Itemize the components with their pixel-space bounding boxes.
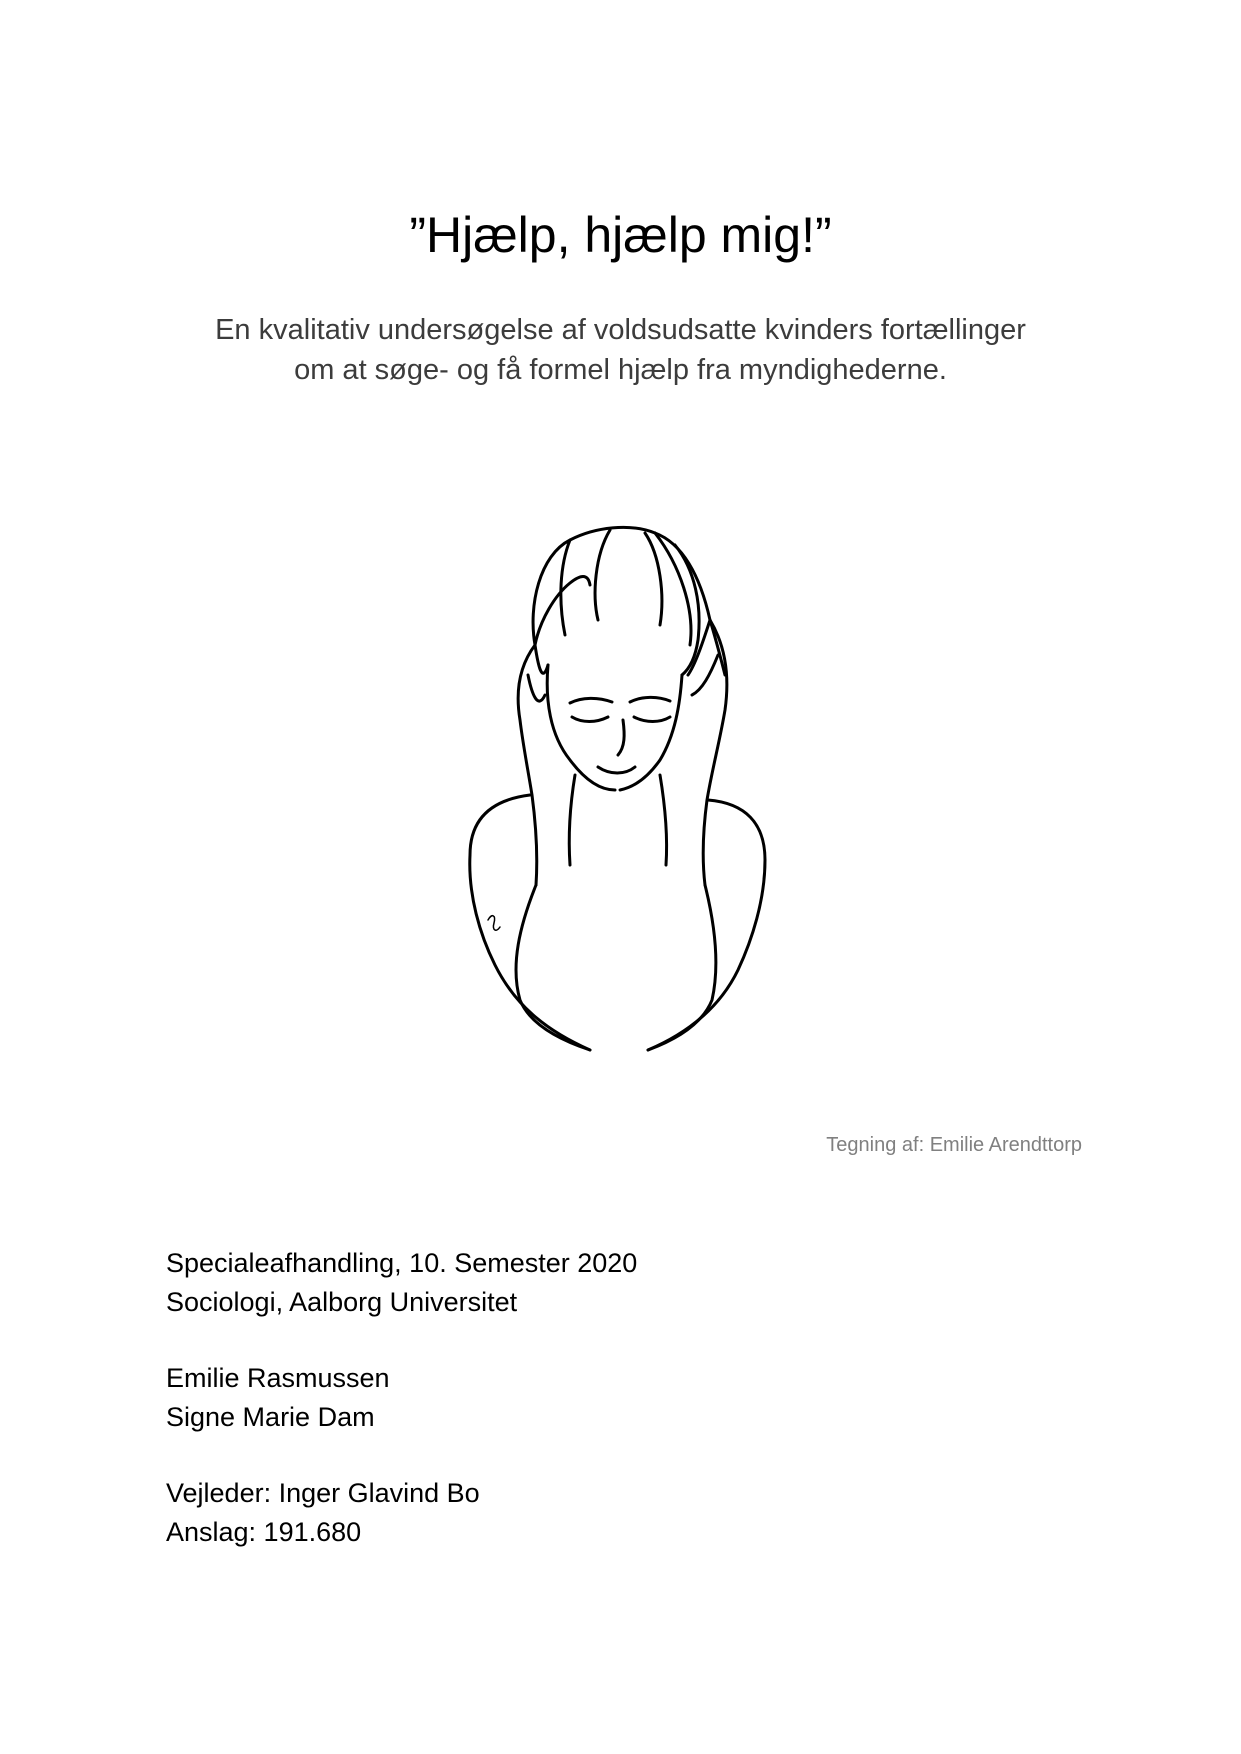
program-university: Sociologi, Aalborg Universitet <box>166 1287 518 1317</box>
left-shoulder <box>470 795 590 1050</box>
hair-strand-mid-right <box>645 533 662 625</box>
neck-left <box>569 775 575 865</box>
left-eyebrow <box>570 698 612 703</box>
hair-strand-right <box>675 545 699 675</box>
nose <box>618 720 624 755</box>
authors <box>166 1359 390 1437</box>
thesis-type: Specialeafhandling, 10. Semester 2020 <box>166 1248 638 1278</box>
woman-holding-head-illustration <box>420 525 820 1075</box>
right-upper-arm <box>648 885 716 1050</box>
left-hand <box>518 645 537 885</box>
author-name: Emilie Rasmussen <box>166 1363 390 1393</box>
right-eye <box>634 717 670 722</box>
right-eyebrow <box>630 697 670 702</box>
left-upper-arm <box>516 885 590 1050</box>
subtitle-line-2: om at søge- og få formel hjælp fra myndighederne. <box>294 354 947 386</box>
hair-strand-center <box>595 530 610 620</box>
thesis-info <box>166 1244 637 1322</box>
signature-mark <box>488 916 500 930</box>
illustration-credit: Tegning af: Emilie Arendttorp <box>826 1134 1082 1156</box>
left-eye <box>572 717 608 722</box>
face-right <box>620 675 682 790</box>
supervisor-info <box>166 1474 480 1552</box>
neck-right <box>660 775 667 865</box>
mouth <box>598 767 635 773</box>
subtitle-line-1: En kvalitativ undersøgelse af voldsudsatte kvinders fortællinger <box>215 314 1026 346</box>
subtitle <box>0 310 1241 390</box>
page-title: ”Hjælp, hjælp mig!” <box>409 207 832 263</box>
supervisor: Vejleder: Inger Glavind Bo <box>166 1478 480 1508</box>
author-name: Signe Marie Dam <box>166 1402 375 1432</box>
character-count: Anslag: 191.680 <box>166 1517 362 1547</box>
